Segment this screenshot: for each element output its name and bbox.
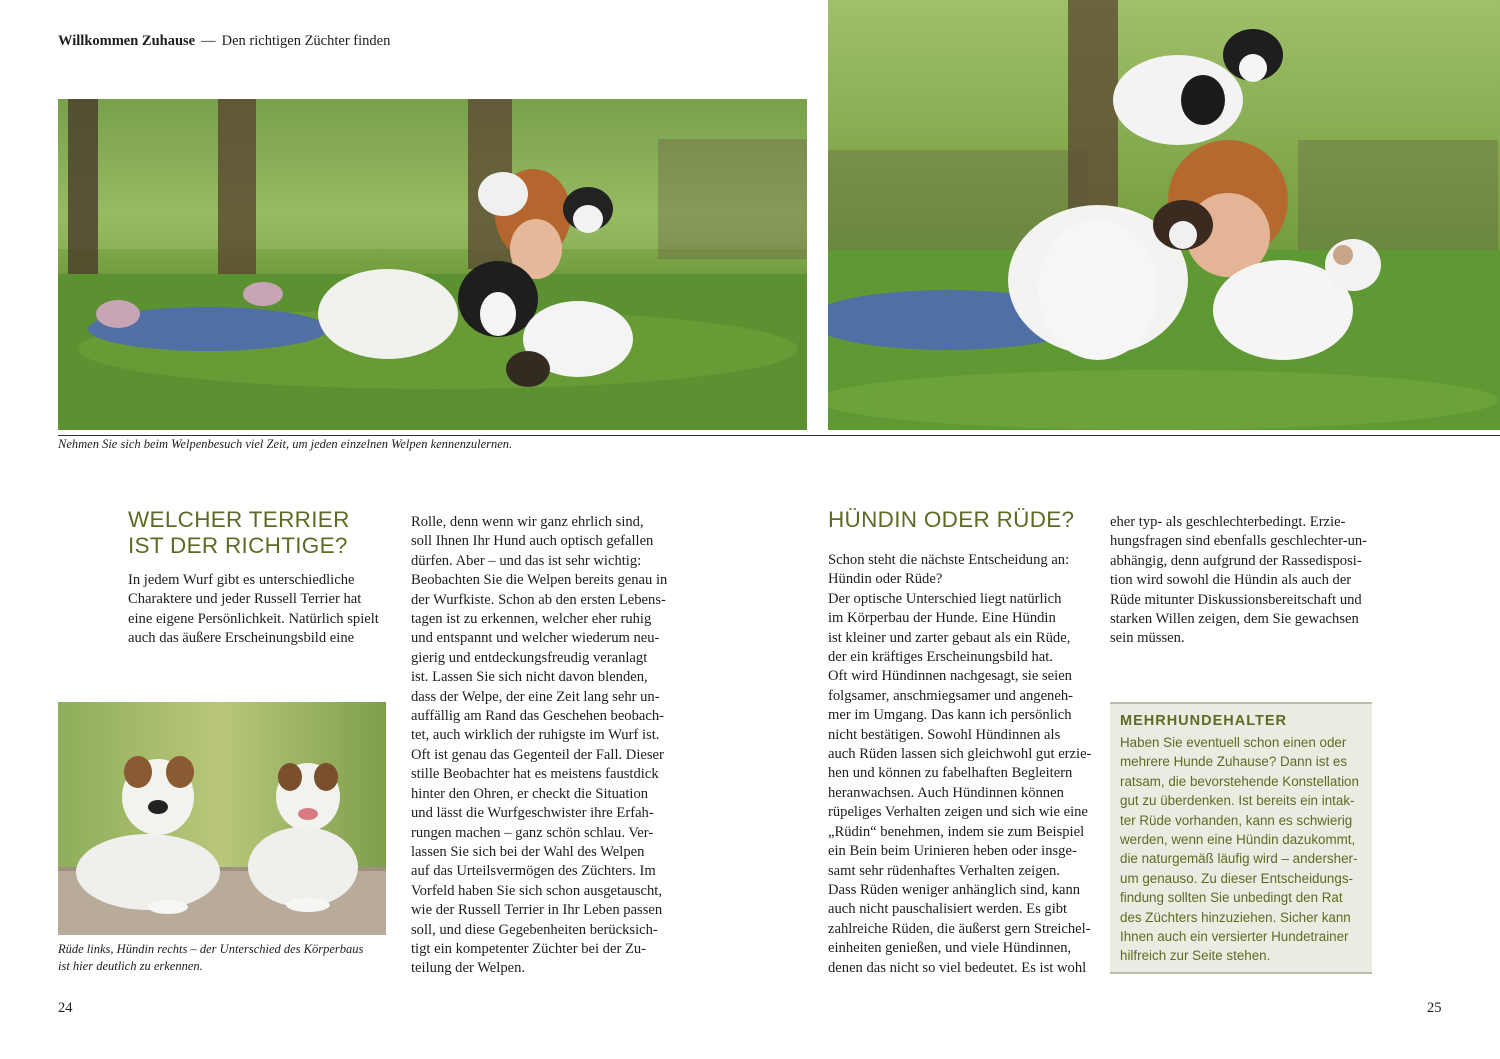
text-line: dass der Welpe, der eine Zeit lang sehr un- [411,688,660,705]
text-line: mer im Umgang. Das kann ich persönlich [828,707,1072,724]
text-line: eher typ- als geschlechterbedingt. Erzie- [1110,514,1346,530]
text-line: Dass Rüden weniger anhänglich sind, kann [828,881,1081,898]
text-line: sein müssen. [1110,630,1185,647]
text-line: stille Beobachter hat es meistens faustdick [411,766,659,783]
header-chapter: Willkommen Zuhause [58,33,196,49]
sidebar-line: die naturgemäß läufig wird – andersher- [1120,851,1358,867]
sidebar-line: findung sollten Sie unbedingt den Rat [1120,890,1343,906]
photo-woman-with-puppies-climbing-icon [828,0,1500,430]
text-line: der Wurfkiste. Schon ab den ersten Lebens- [411,591,666,608]
text-line: tagen ist zu erkennen, welcher eher ruhig [411,611,652,628]
text-line: Schon steht die nächste Entscheidung an: [828,552,1070,568]
text-line: ein Bein beim Urinieren heben oder insge- [828,843,1077,860]
sidebar-line: hilfreich zur Seite stehen. [1120,948,1271,964]
sidebar-line: Ihnen auch ein versierter Hundetrainer [1120,929,1349,945]
text-line: Oft wird Hündinnen nachgesagt, sie seien [828,668,1072,685]
text-line: hungsfragen sind ebenfalls geschlechter-un- [1110,533,1368,550]
text-line: soll Ihnen Ihr Hund auch optisch gefallen [411,533,654,550]
header-separator: — [201,33,216,49]
text-line: In jedem Wurf gibt es unterschiedliche [128,572,355,588]
body-column-2 [411,513,667,979]
caption-line: ist hier deutlich zu erkennen. [58,958,203,973]
text-line: heranwachsen. Auch Hündinnen können [828,784,1064,801]
heading-which-terrier [128,507,350,559]
text-line: der ein kräftiges Erscheinungsbild hat. [828,649,1053,666]
text-line: rungen machen – ganz schön schlau. Ver- [411,824,654,841]
heading-line-2: IST DER RICHTIGE? [128,533,348,558]
text-line: auch das äußere Erscheinungsbild eine [128,630,355,647]
text-line: Rüde mitunter Diskussionsbereitschaft und [1110,591,1362,608]
page-number-right: 25 [1427,1000,1442,1016]
text-line: dürfen. Aber – und das ist sehr wichtig: [411,552,642,569]
text-line: denen das nicht so viel bedeutet. Es ist wohl [828,959,1087,976]
text-line: Charaktere und jeder Russell Terrier hat [128,591,362,608]
text-line: tet, auch wirklich der ruhigste im Wurf ist. [411,727,660,744]
photo-two-terriers-icon [58,702,386,935]
text-line: „Rüdin“ benehmen, indem sie zum Beispiel [828,823,1085,840]
photo-caption-top: Nehmen Sie sich beim Welpenbesuch viel Zeit, um jeden einzelnen Welpen kennenzulernen. [58,437,513,451]
text-line: Beobachten Sie die Welpen bereits genau in [411,572,668,589]
text-line: ist. Lassen Sie sich nicht davon blenden, [411,669,648,686]
sidebar-title: MEHRHUNDEHALTER [1120,713,1287,729]
intro-paragraph [128,571,379,649]
text-line: hen und können zu fabelhaften Begleitern [828,765,1073,782]
caption-rule [58,435,1500,436]
sidebar-line: Haben Sie eventuell schon einen oder [1120,735,1347,750]
text-line: im Körperbau der Hunde. Eine Hündin [828,610,1056,627]
text-line: rüpeliges Verhalten zeigen und sich wie eine [828,804,1088,821]
text-line: Der optische Unterschied liegt natürlich [828,590,1062,607]
text-line: samt sehr rüdenhaftes Verhalten zeigen. [828,862,1060,879]
header-section: Den richtigen Züchter finden [221,33,391,49]
text-line: wie der Russell Terrier in Ihr Leben passen [411,902,663,919]
photo-caption-dogs [58,941,363,974]
text-line: eine eigene Persönlichkeit. Natürlich spielt [128,610,379,627]
page-number-left: 24 [58,1000,73,1016]
text-line: soll, und diese Gegebenheiten berücksich- [411,921,658,938]
text-line: zahlreiche Rüden, die äußerst gern Streichel- [828,920,1091,937]
text-line: Vorfeld haben Sie sich schon ausgetauscht, [411,882,663,899]
text-line: auch nicht pauschalisiert werden. Es gibt [828,901,1068,918]
sidebar-line: um genauso. Zu dieser Entscheidungs- [1120,870,1353,886]
sidebar-line: gut zu überdenken. Ist bereits ein intak- [1120,793,1355,809]
text-line: gierig und entdeckungsfreudig veranlagt [411,649,648,666]
sidebar-line: werden, wenn eine Hündin dazukommt, [1120,832,1356,848]
text-line: auch Rüden lassen sich gleichwohl gut erzie- [828,746,1092,763]
heading-female-or-male: HÜNDIN ODER RÜDE? [828,507,1075,532]
photo-woman-lying-in-grass-with-puppies-icon [58,99,807,430]
sidebar-line: mehrere Hunde Zuhause? Dann ist es [1120,754,1348,770]
text-line: starken Willen zeigen, dem Sie gewachsen [1110,611,1359,628]
photo-woman-lying-in-grass-with-puppies [58,99,807,430]
text-line: lassen Sie sich bei der Wahl des Welpen [411,843,645,860]
sidebar-multi-dog-owners [1110,702,1372,974]
photo-woman-with-puppies-climbing-on-her [828,0,1500,430]
text-line: und lässt die Wurfgeschwister ihre Erfah- [411,805,654,822]
text-line: folgsamer, anschmiegsamer und angeneh- [828,687,1073,704]
running-header [58,33,390,50]
text-line: auffällig am Rand das Geschehen beobach- [411,708,664,725]
text-line: nicht bestätigen. Sowohl Hündinnen als [828,726,1061,743]
text-line: und entspannt und welcher wiederum neu- [411,630,660,647]
text-line: ist kleiner und zarter gebaut als ein Rüde, [828,629,1071,646]
heading-line-1: WELCHER TERRIER [128,507,350,532]
text-line: hinter den Ohren, er checkt die Situation [411,785,649,802]
text-line: teilung der Welpen. [411,960,526,977]
sidebar-body [1120,733,1359,966]
text-line: einheiten genießen, und viele Hündinnen, [828,940,1072,957]
text-line: Hündin oder Rüde? [828,571,943,588]
text-line: Oft ist genau das Gegenteil der Fall. Dieser [411,746,664,763]
text-line: auf das Urteilsvermögen des Züchters. Im [411,863,656,880]
body-column-3 [828,551,1091,978]
caption-line: Rüde links, Hündin rechts – der Unterschied des Körperbaus [58,942,364,956]
text-line: tion wird sowohl die Hündin als auch der [1110,572,1352,589]
sidebar-line: ratsam, die bevorstehende Konstellation [1120,773,1359,789]
body-column-4 [1110,513,1367,649]
sidebar-line: ter Rüde vorhanden, kann es schwierig [1120,812,1353,828]
text-line: Rolle, denn wenn wir ganz ehrlich sind, [411,514,644,530]
text-line: abhängig, denn aufgrund der Rassedisposi- [1110,552,1362,569]
text-line: tigt ein kompetenter Züchter bei der Zu- [411,940,647,957]
sidebar-line: des Züchters hinzuziehen. Sicher kann [1120,909,1351,925]
photo-two-russell-terriers-lying [58,702,386,935]
